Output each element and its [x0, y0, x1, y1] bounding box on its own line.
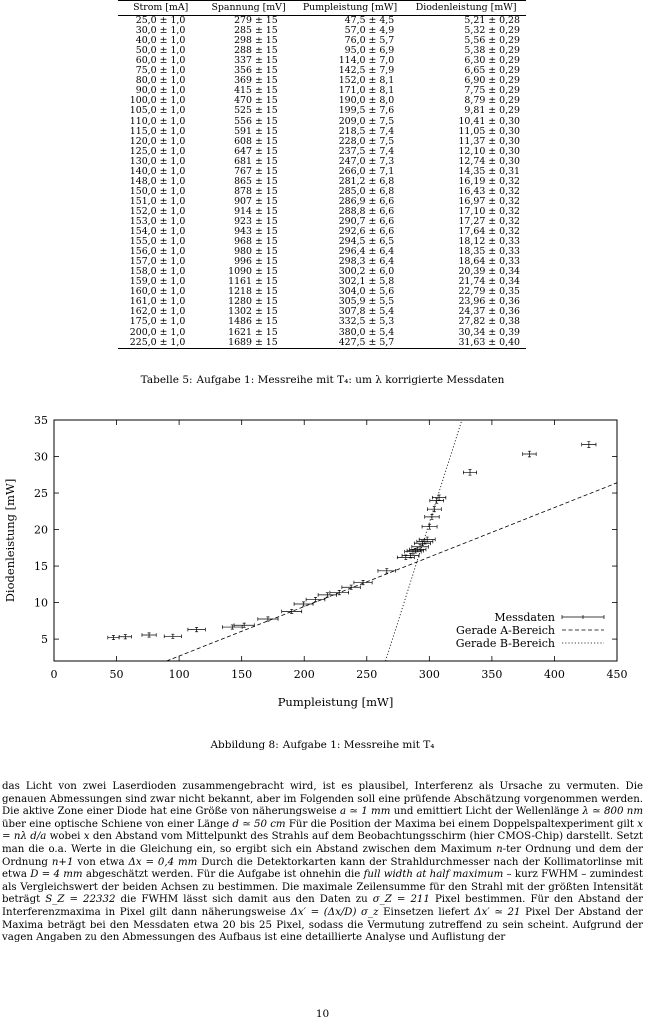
y-tick-label: 5 — [41, 633, 48, 647]
table-body — [118, 16, 526, 349]
table-cell: 105,0 ± 1,0 — [129, 105, 186, 117]
text-run: -ter Ordnung und dem der Ordnung — [2, 843, 643, 868]
text-run: über eine optische Schiene von einer Länge — [2, 818, 233, 830]
table-cell: 305,9 ± 5,5 — [338, 296, 395, 308]
table-cell: 6,30 ± 0,29 — [464, 55, 520, 67]
table-cell: 6,90 ± 0,29 — [464, 75, 520, 87]
table-cell: 18,12 ± 0,33 — [458, 236, 520, 248]
text-run: den Abstand vom Mittelpunkt des Strahls auf dem Beobachtungsschirm (hier CMOS-Chip) darstellt. Setzt man die o.a. Werte in die Gleichung ein, so ergibt sich ein Abstand zwischen dem Maximum — [2, 831, 644, 855]
table-cell: 8,79 ± 0,29 — [464, 95, 520, 107]
data-point — [188, 627, 206, 631]
table-cell: 151,0 ± 1,0 — [129, 195, 186, 207]
table-cell: 296,4 ± 6,4 — [338, 246, 395, 258]
table-cell: 10,41 ± 0,30 — [458, 115, 520, 127]
math-delta-x-prime-formula: Δx′ = (Δx/D) σ_z — [290, 906, 379, 918]
table-cell: 160,0 ± 1,0 — [129, 286, 186, 298]
y-tick-label: 10 — [34, 596, 48, 610]
data-point — [378, 569, 396, 574]
table-cell: 298,3 ± 6,4 — [338, 256, 395, 268]
table-cell: 162,0 ± 1,0 — [129, 306, 186, 318]
math-n: n — [496, 843, 503, 855]
text-run: von etwa — [73, 856, 129, 868]
diodenleistung-chart — [0, 410, 645, 730]
table-row — [118, 106, 526, 116]
table-cell: 16,19 ± 0,32 — [458, 175, 520, 187]
table-cell: 5,21 ± 0,28 — [464, 15, 520, 27]
x-tick-label: 350 — [481, 668, 503, 681]
table-cell: 1218 ± 15 — [228, 286, 278, 298]
body-paragraph — [2, 781, 643, 945]
table-cell: 90,0 ± 1,0 — [135, 85, 186, 97]
table-cell: 294,5 ± 6,5 — [338, 236, 395, 248]
table-cell: 158,0 ± 1,0 — [129, 266, 186, 278]
table-cell: 247,0 ± 7,3 — [338, 155, 395, 167]
table-cell: 237,5 ± 7,4 — [338, 145, 395, 157]
data-point — [142, 633, 156, 637]
column-header: Spannung [mV] — [211, 2, 286, 13]
table-cell: 307,8 ± 5,4 — [338, 306, 395, 318]
table-cell: 80,0 ± 1,0 — [135, 75, 186, 87]
table-cell: 5,32 ± 0,29 — [464, 25, 520, 37]
text-run: die FWHM lässt sich damit aus den Daten zu — [115, 894, 373, 906]
table-cell: 140,0 ± 1,0 — [129, 165, 186, 177]
column-header: Strom [mA] — [133, 2, 189, 13]
table-caption-text: Aufgabe 1: Messreihe mit T₄: um λ korrigierte Messdaten — [196, 374, 505, 386]
table-cell: 20,39 ± 0,34 — [458, 266, 520, 278]
table-cell: 142,5 ± 7,9 — [338, 65, 395, 77]
table-cell: 16,97 ± 0,32 — [458, 195, 520, 207]
text-run: das Licht von zwei Laserdioden zusammengebracht wird, ist es plausibel, Interferenz als Ursache zu vermuten. Die genauen Abmessungen sind zwar nicht bekannt, aber im Folgenden soll eine prüfende Abschätzung vorgenommen werden. Die aktive Zone einer Diode hat eine Größe von näherungsweise — [2, 781, 643, 818]
table-cell: 878 ± 15 — [234, 185, 278, 197]
table-cell: 427,5 ± 5,7 — [338, 336, 395, 348]
table-cell: 285,0 ± 6,8 — [338, 185, 395, 197]
table-cell: 95,0 ± 6,9 — [344, 45, 395, 57]
math-delta-x: Δx = 0,4 mm — [128, 856, 198, 868]
column-header: Pumpleistung [mW] — [302, 2, 398, 13]
x-tick-label: 250 — [356, 668, 378, 681]
figure-caption-text: Aufgabe 1: Messreihe mit T₄ — [282, 739, 435, 751]
table-cell: 380,0 ± 5,4 — [338, 326, 395, 338]
table-cell: 681 ± 15 — [234, 155, 278, 167]
table-cell: 171,0 ± 8,1 — [338, 85, 395, 97]
math-lambda: λ ≃ 800 nm — [582, 806, 644, 818]
table-cell: 17,64 ± 0,32 — [458, 226, 520, 238]
table-cell: 175,0 ± 1,0 — [129, 316, 186, 328]
table-cell: 1689 ± 15 — [228, 336, 278, 348]
table-cell: 120,0 ± 1,0 — [129, 135, 186, 147]
data-point — [463, 470, 476, 476]
data-point — [258, 617, 278, 621]
table-cell: 356 ± 15 — [234, 65, 278, 77]
data-point — [330, 590, 349, 594]
table-cell: 57,0 ± 4,9 — [344, 25, 395, 37]
legend-sample — [562, 615, 604, 619]
table-cell: 25,0 ± 1,0 — [135, 15, 186, 27]
table-cell: 23,96 ± 0,36 — [458, 296, 520, 308]
table-cell: 292,6 ± 6,6 — [338, 226, 395, 238]
table-cell: 968 ± 15 — [234, 236, 278, 248]
math-x: x — [83, 831, 90, 843]
data-point — [282, 609, 302, 613]
figure-caption-label: Abbildung 8: — [210, 739, 279, 751]
table-cell: 114,0 ± 7,0 — [338, 55, 395, 67]
table-cell: 304,0 ± 5,6 — [338, 286, 395, 298]
table-cell: 556 ± 15 — [234, 115, 278, 127]
x-tick-label: 300 — [418, 668, 440, 681]
text-run: Pixel bestimmen. Für den Abstand der Interferenzmaxima in Pixel gilt dann näherungsweise — [2, 894, 643, 918]
data-point — [119, 635, 131, 639]
table-cell: 110,0 ± 1,0 — [129, 115, 186, 127]
table-cell: 302,1 ± 5,8 — [338, 276, 395, 288]
table-cell: 150,0 ± 1,0 — [129, 185, 186, 197]
x-tick-label: 100 — [168, 668, 190, 681]
table-cell: 47,5 ± 4,5 — [344, 15, 395, 27]
table-cell: 60,0 ± 1,0 — [135, 55, 186, 67]
math-sigma-z: σ_Z = 211 — [372, 894, 430, 906]
table-cell: 943 ± 15 — [234, 226, 278, 238]
text-run: Durch die Detektorkarten kann der Strahldurchmesser nach der Kollimatorlinse mit etwa — [2, 856, 643, 881]
fwhm-term: full width at half maximum — [363, 869, 504, 881]
data-point — [427, 507, 441, 512]
table-cell: 279 ± 15 — [234, 15, 278, 27]
table-cell: 591 ± 15 — [234, 125, 278, 137]
data-point — [425, 514, 440, 519]
x-tick-label: 200 — [293, 668, 315, 681]
page-number: 10 — [315, 1008, 330, 1020]
table-cell: 156,0 ± 1,0 — [129, 246, 186, 258]
table-cell: 200,0 ± 1,0 — [129, 326, 186, 338]
table-cell: 266,0 ± 7,1 — [338, 165, 395, 177]
math-delta-x-prime-value: Δx′ ≃ 21 — [474, 906, 521, 918]
table-cell: 865 ± 15 — [234, 175, 278, 187]
math-a: a ≃ 1 mm — [339, 806, 391, 818]
table-cell: 525 ± 15 — [234, 105, 278, 117]
data-point — [294, 602, 313, 606]
table-cell: 50,0 ± 1,0 — [135, 45, 186, 57]
table-cell: 12,10 ± 0,30 — [458, 145, 520, 157]
table-cell: 337 ± 15 — [234, 55, 278, 67]
table-cell: 190,0 ± 8,0 — [338, 95, 395, 107]
x-axis-label: Pumpleistung [mW] — [277, 695, 394, 709]
table-cell: 30,34 ± 0,39 — [458, 326, 520, 338]
y-tick-label: 15 — [34, 560, 48, 574]
table-cell: 228,0 ± 7,5 — [338, 135, 395, 147]
table-cell: 1090 ± 15 — [228, 266, 278, 278]
table-cell: 300,2 ± 6,0 — [338, 266, 395, 278]
text-run: und emittiert Licht der Wellenlänge — [390, 806, 583, 818]
math-maxima-formula: x = nλ d/a — [2, 818, 644, 843]
text-run: Pixel Der Abstand der Maxima beträgt bei den Messdaten etwa 20 bis 25 Pixel, sodass die Vermutung zutreffend zu sein scheint. Aufgrund der vagen Angaben zu den Abmessungen des Aufbaus ist eine detaillierte Analyse und Auflistung der — [2, 906, 643, 944]
x-tick-label: 50 — [109, 668, 124, 681]
table-cell: 1486 ± 15 — [228, 316, 278, 328]
table-caption-label: Tabelle 5: — [140, 374, 193, 386]
table-cell: 415 ± 15 — [234, 85, 278, 97]
data-point — [318, 593, 337, 597]
table-cell: 17,10 ± 0,32 — [458, 205, 520, 217]
data-point — [164, 634, 181, 638]
table-cell: 27,82 ± 0,38 — [458, 316, 520, 328]
table-cell: 11,05 ± 0,30 — [458, 125, 520, 137]
x-tick-label: 150 — [231, 668, 253, 681]
table-cell: 647 ± 15 — [234, 145, 278, 157]
table-cell: 470 ± 15 — [234, 95, 278, 107]
table-cell: 17,27 ± 0,32 — [458, 215, 520, 227]
data-point — [582, 442, 596, 448]
y-tick-label: 20 — [34, 523, 48, 537]
data-point — [108, 636, 119, 640]
table-cell: 5,38 ± 0,29 — [464, 45, 520, 57]
table-cell: 115,0 ± 1,0 — [129, 125, 186, 137]
table-cell: 288,8 ± 6,6 — [338, 205, 395, 217]
table-cell: 907 ± 15 — [234, 195, 278, 207]
table-cell: 18,64 ± 0,33 — [458, 256, 520, 268]
table-cell: 161,0 ± 1,0 — [129, 296, 186, 308]
table-cell: 6,65 ± 0,29 — [464, 65, 520, 77]
table-cell: 5,56 ± 0,29 — [464, 35, 520, 47]
table-cell: 288 ± 15 — [234, 45, 278, 57]
table-cell: 100,0 ± 1,0 — [129, 95, 186, 107]
table-cell: 31,63 ± 0,40 — [458, 336, 520, 348]
text-run: wobei — [46, 831, 84, 843]
table-cell: 14,35 ± 0,31 — [458, 165, 520, 177]
table-cell: 1161 ± 15 — [228, 276, 278, 288]
table-cell: 11,37 ± 0,30 — [458, 135, 520, 147]
table-cell: 12,74 ± 0,30 — [458, 155, 520, 167]
table-cell: 608 ± 15 — [234, 135, 278, 147]
table-cell: 7,75 ± 0,29 — [464, 85, 520, 97]
y-axis-label: Diodenleistung [mW] — [3, 478, 17, 603]
table-cell: 199,5 ± 7,6 — [338, 105, 395, 117]
table-row — [118, 338, 526, 349]
table-cell: 285 ± 15 — [234, 25, 278, 37]
table-cell: 298 ± 15 — [234, 35, 278, 47]
table-cell: 125,0 ± 1,0 — [129, 145, 186, 157]
data-point — [422, 524, 437, 529]
x-tick-label: 400 — [543, 668, 565, 681]
y-tick-label: 30 — [34, 450, 48, 464]
table-cell: 1302 ± 15 — [228, 306, 278, 318]
table-caption — [0, 374, 645, 386]
math-d: d ≃ 50 cm — [232, 818, 286, 830]
text-run: – kurz FWHM – zumindest als Vergleichswert der beiden Achsen zu bestimmen. Die maximale Zeilensumme für den Strahl mit der größten Intensität beträgt — [2, 869, 643, 906]
data-point — [430, 498, 444, 503]
math-sz: S_Z = 22332 — [45, 894, 116, 906]
table-cell: 218,5 ± 7,4 — [338, 125, 395, 137]
table-cell: 980 ± 15 — [234, 246, 278, 258]
table-cell: 159,0 ± 1,0 — [129, 276, 186, 288]
math-n-plus-1: n+1 — [51, 856, 74, 868]
table-cell: 281,2 ± 6,8 — [338, 175, 395, 187]
table-cell: 9,81 ± 0,29 — [464, 105, 520, 117]
table-cell: 923 ± 15 — [234, 215, 278, 227]
text-run: Für die Position der Maxima bei einem Doppelspaltexperiment gilt — [285, 818, 638, 830]
table-cell: 153,0 ± 1,0 — [129, 215, 186, 227]
table-cell: 369 ± 15 — [234, 75, 278, 87]
table-cell: 286,9 ± 6,6 — [338, 195, 395, 207]
table-cell: 152,0 ± 1,0 — [129, 205, 186, 217]
text-run: abgeschätzt werden. Für die Aufgabe ist ohnehin die — [82, 869, 364, 881]
legend-label: Messdaten — [494, 611, 555, 624]
table-cell: 130,0 ± 1,0 — [129, 155, 186, 167]
table-cell: 22,79 ± 0,35 — [458, 286, 520, 298]
table-cell: 914 ± 15 — [234, 205, 278, 217]
x-tick-label: 0 — [50, 668, 58, 681]
table-cell: 24,37 ± 0,36 — [458, 306, 520, 318]
table-cell: 225,0 ± 1,0 — [129, 336, 186, 348]
y-tick-label: 25 — [34, 487, 48, 501]
table-cell: 996 ± 15 — [234, 256, 278, 268]
table-cell: 148,0 ± 1,0 — [129, 175, 186, 187]
table-cell: 30,0 ± 1,0 — [135, 25, 186, 37]
table-cell: 332,5 ± 5,3 — [338, 316, 395, 328]
table-cell: 152,0 ± 8,1 — [338, 75, 395, 87]
table-cell: 767 ± 15 — [234, 165, 278, 177]
y-tick-label: 35 — [34, 414, 48, 427]
x-tick-label: 450 — [606, 668, 628, 681]
legend-label: Gerade A-Bereich — [456, 624, 555, 637]
table-cell: 157,0 ± 1,0 — [129, 256, 186, 268]
legend-label: Gerade B-Bereich — [455, 637, 555, 650]
table-cell: 18,35 ± 0,33 — [458, 246, 520, 258]
table-row — [118, 317, 526, 327]
table-cell: 1280 ± 15 — [228, 296, 278, 308]
table-cell: 76,0 ± 5,7 — [344, 35, 395, 47]
table-cell: 21,74 ± 0,34 — [458, 276, 520, 288]
data-point — [523, 451, 537, 457]
data-table — [118, 0, 526, 349]
table-cell: 75,0 ± 1,0 — [135, 65, 186, 77]
table-cell: 155,0 ± 1,0 — [129, 236, 186, 248]
data-point — [306, 597, 325, 601]
fit-line-gerade-b-bereich — [386, 420, 462, 661]
table-cell: 290,7 ± 6,6 — [338, 215, 395, 227]
table-header-row — [118, 1, 526, 16]
text-run: Einsetzen liefert — [378, 906, 475, 918]
table-cell: 40,0 ± 1,0 — [135, 35, 186, 47]
table-cell: 16,43 ± 0,32 — [458, 185, 520, 197]
math-D: D = 4 mm — [30, 869, 83, 881]
table-cell: 1621 ± 15 — [228, 326, 278, 338]
table-cell: 209,0 ± 7,5 — [338, 115, 395, 127]
table-cell: 154,0 ± 1,0 — [129, 226, 186, 238]
column-header: Diodenleistung [mW] — [415, 2, 517, 13]
figure-caption — [0, 739, 645, 751]
